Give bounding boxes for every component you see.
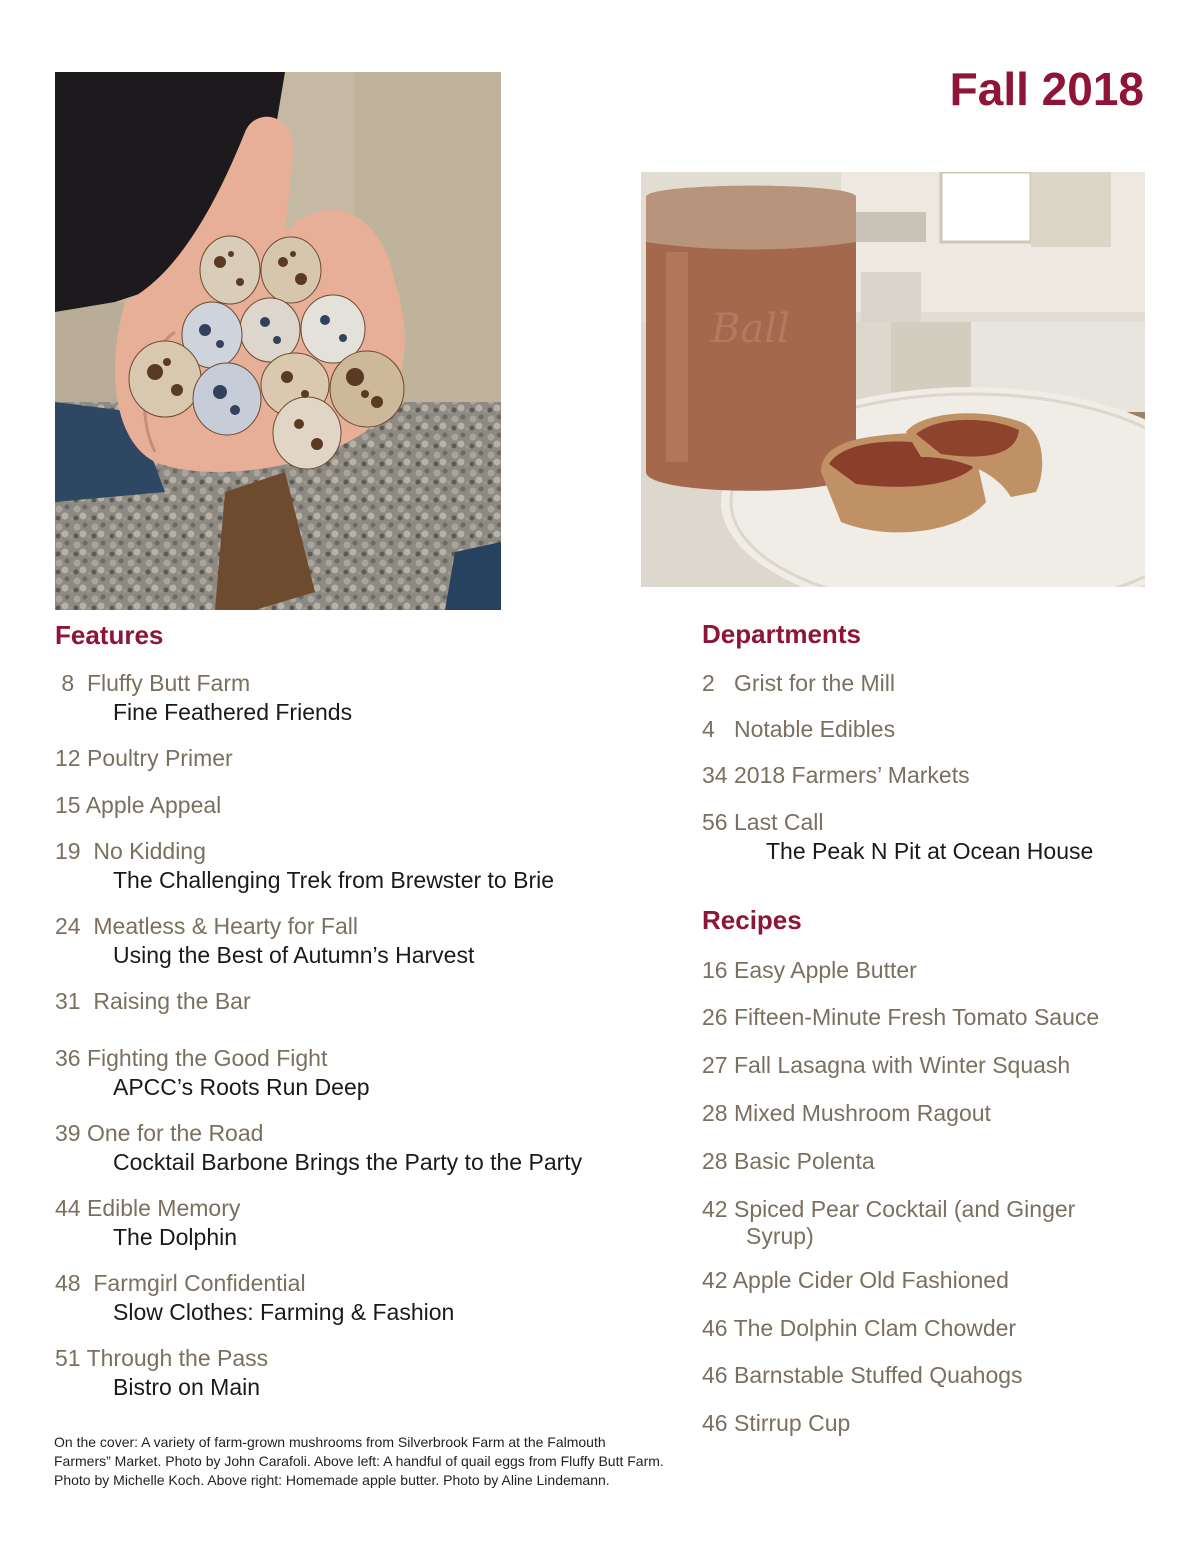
article-title: Fluffy Butt Farm: [86, 670, 251, 696]
page-number: 31: [55, 988, 81, 1014]
article-title: Through the Pass: [86, 1345, 269, 1371]
features-item[interactable]: [55, 1344, 268, 1402]
departments-item[interactable]: [702, 715, 895, 744]
page-number: 51: [55, 1345, 81, 1371]
features-item[interactable]: [55, 744, 233, 773]
department-title: 2018 Farmers’ Markets: [733, 762, 970, 788]
page-number: 28: [702, 1148, 728, 1174]
department-title: Notable Edibles: [727, 716, 896, 742]
recipe-title: The Dolphin Clam Chowder: [733, 1315, 1017, 1341]
page-number: 26: [702, 1004, 728, 1030]
recipe-item[interactable]: [702, 1361, 1023, 1390]
article-subtitle: Using the Best of Autumn’s Harvest: [113, 942, 475, 968]
recipe-title: Mixed Mushroom Ragout: [733, 1100, 991, 1126]
features-item[interactable]: [55, 669, 352, 727]
page-number: 46: [702, 1410, 728, 1436]
recipe-item[interactable]: [702, 1051, 1070, 1080]
article-title: One for the Road: [86, 1120, 264, 1146]
departments-item[interactable]: [702, 808, 1093, 866]
page-number: 56: [702, 809, 728, 835]
recipe-item[interactable]: [702, 1195, 1075, 1249]
page-number: 44: [55, 1195, 81, 1221]
article-title: Meatless & Hearty for Fall: [86, 913, 358, 939]
department-title: Last Call: [733, 809, 824, 835]
page-number: 42: [702, 1267, 728, 1293]
page-number: 28: [702, 1100, 728, 1126]
page-number: 46: [702, 1315, 728, 1341]
features-item[interactable]: [55, 912, 474, 970]
article-title: Edible Memory: [86, 1195, 241, 1221]
departments-heading: Departments: [702, 619, 861, 649]
recipe-title: Apple Cider Old Fashioned: [732, 1267, 1009, 1293]
page-number: 42: [702, 1196, 728, 1222]
page-number: 39: [55, 1120, 81, 1146]
recipe-title: Basic Polenta: [733, 1148, 875, 1174]
recipe-title: Fall Lasagna with Winter Squash: [733, 1052, 1071, 1078]
article-subtitle: The Challenging Trek from Brewster to Brie: [113, 867, 555, 893]
page-number: 8: [55, 670, 75, 696]
recipe-item[interactable]: [702, 1003, 1099, 1032]
article-subtitle: The Dolphin: [113, 1224, 238, 1250]
features-item[interactable]: [55, 1044, 370, 1102]
page-number: 27: [702, 1052, 728, 1078]
recipe-item[interactable]: [702, 1266, 1009, 1295]
features-item[interactable]: [55, 987, 251, 1016]
page-number: 36: [55, 1045, 81, 1071]
features-item[interactable]: [55, 791, 221, 820]
features-item[interactable]: [55, 837, 554, 895]
quail-eggs-photo: [55, 72, 501, 610]
departments-item[interactable]: [702, 669, 895, 698]
article-title: Raising the Bar: [86, 988, 251, 1014]
department-title: Grist for the Mill: [727, 670, 895, 696]
features-item[interactable]: [55, 1194, 240, 1252]
recipes-heading: Recipes: [702, 905, 802, 935]
recipe-title: Fifteen-Minute Fresh Tomato Sauce: [733, 1004, 1100, 1030]
department-subtitle: The Peak N Pit at Ocean House: [766, 838, 1094, 864]
issue-title: Fall 2018: [949, 63, 1144, 115]
page-number: 2: [702, 670, 722, 696]
features-heading: Features: [55, 620, 164, 650]
page-number: 48: [55, 1270, 81, 1296]
article-title: No Kidding: [86, 838, 206, 864]
page-number: 46: [702, 1362, 728, 1388]
recipe-item[interactable]: [702, 1099, 991, 1128]
svg-text:Ball: Ball: [711, 306, 790, 352]
page-number: 12: [55, 745, 81, 771]
recipe-title: Barnstable Stuffed Quahogs: [733, 1362, 1023, 1388]
page-number: 16: [702, 957, 728, 983]
page-number: 34: [702, 762, 728, 788]
features-item[interactable]: [55, 1119, 582, 1177]
article-subtitle: APCC’s Roots Run Deep: [113, 1074, 370, 1100]
article-title: Fighting the Good Fight: [86, 1045, 328, 1071]
apple-butter-photo: [641, 172, 1145, 587]
article-subtitle: Bistro on Main: [113, 1374, 261, 1400]
page-number: 24: [55, 913, 81, 939]
article-title: Farmgirl Confidential: [86, 1270, 306, 1296]
article-subtitle: Cocktail Barbone Brings the Party to the Party: [113, 1149, 583, 1175]
article-title: Poultry Primer: [86, 745, 233, 771]
recipe-title: Easy Apple Butter: [733, 957, 917, 983]
recipe-title-continued: Syrup): [746, 1223, 814, 1249]
recipe-item[interactable]: [702, 1409, 850, 1438]
article-subtitle: Fine Feathered Friends: [113, 699, 353, 725]
recipe-item[interactable]: [702, 1314, 1016, 1343]
recipe-title: Spiced Pear Cocktail (and Ginger: [733, 1196, 1076, 1222]
page-number: 15: [55, 792, 81, 818]
article-subtitle: Slow Clothes: Farming & Fashion: [113, 1299, 455, 1325]
recipe-item[interactable]: [702, 1147, 875, 1176]
photo-caption: On the cover: A variety of farm-grown mushrooms from Silverbrook Farm at the Falmouth Farmers” Market. Photo by John Carafoli. Above left: A handful of quail eggs from Fluffy Butt Farm. Photo by Michelle Koch. Above right: Homemade apple butter. Photo by Aline Lindemann.: [54, 1434, 664, 1488]
page-number: 19: [55, 838, 81, 864]
features-item[interactable]: [55, 1269, 454, 1327]
recipe-item[interactable]: [702, 956, 917, 985]
page-number: 4: [702, 716, 722, 742]
departments-item[interactable]: [702, 761, 970, 790]
article-title: Apple Appeal: [85, 792, 222, 818]
recipe-title: Stirrup Cup: [733, 1410, 851, 1436]
